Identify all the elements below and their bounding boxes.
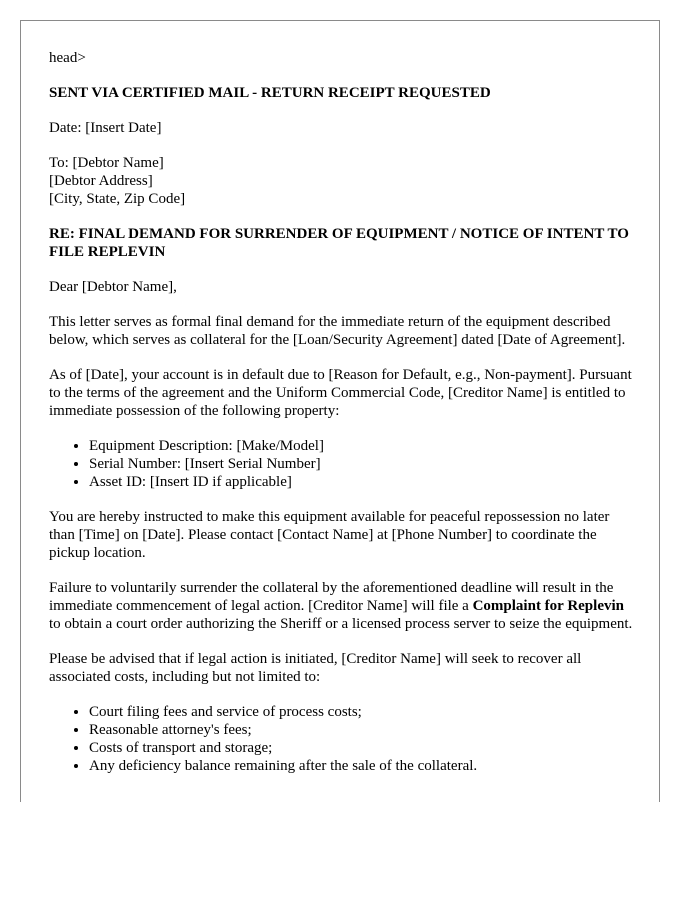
list-item: • Any deficiency balance remaining after the sale of the collateral. xyxy=(89,757,635,775)
paragraph-failure xyxy=(49,579,635,633)
list-item: • Costs of transport and storage; xyxy=(89,739,635,757)
list-item: • Equipment Description: [Make/Model] xyxy=(89,437,635,455)
equipment-list xyxy=(49,437,635,491)
paragraph-instruction: You are hereby instructed to make this equipment available for peaceful repossession no later than [Time] on [Date]. Please contact [Contact Name] at [Phone Number] to coordinate the pickup location. xyxy=(49,509,610,561)
paragraph-costs: Please be advised that if legal action is initiated, [Creditor Name] will seek to recover all associated costs, including but not limited to: xyxy=(49,651,582,685)
letter-body xyxy=(49,49,635,792)
stray-markup-text: head> xyxy=(49,50,86,66)
recipient-name: To: [Debtor Name] xyxy=(49,155,164,171)
failure-text-before: Failure to voluntarily surrender the collateral by the aforementioned deadline will result in the immediate commencement of legal action. [Creditor Name] will file a xyxy=(49,580,614,614)
date-line: Date: [Insert Date] xyxy=(49,120,162,136)
list-item: • Asset ID: [Insert ID if applicable] xyxy=(89,473,635,491)
list-item: • Court filing fees and service of process costs; xyxy=(89,703,635,721)
paragraph-intro: This letter serves as formal final demand for the immediate return of the equipment described below, which serves as collateral for the [Loan/Security Agreement] dated [Date of Agreement]. xyxy=(49,314,626,348)
letter-page xyxy=(20,20,660,802)
mail-notice: SENT VIA CERTIFIED MAIL - RETURN RECEIPT REQUESTED xyxy=(49,85,491,101)
failure-text-bold: Complaint for Replevin xyxy=(472,598,624,614)
recipient-city: [City, State, Zip Code] xyxy=(49,191,186,207)
recipient-block xyxy=(49,154,635,208)
subject-line: RE: FINAL DEMAND FOR SURRENDER OF EQUIPMENT / NOTICE OF INTENT TO FILE REPLEVIN xyxy=(49,226,629,260)
recipient-address: [Debtor Address] xyxy=(49,173,153,189)
list-item: • Serial Number: [Insert Serial Number] xyxy=(89,455,635,473)
paragraph-default: As of [Date], your account is in default due to [Reason for Default, e.g., Non-payment]. Pursuant to the terms of the agreement and the Uniform Commercial Code, [Creditor Name] is entitled to immediate possession of the following property: xyxy=(49,367,632,419)
list-item: • Reasonable attorney's fees; xyxy=(89,721,635,739)
failure-text-after: to obtain a court order authorizing the Sheriff or a licensed process server to seize the equipment. xyxy=(49,616,633,632)
cost-list xyxy=(49,703,635,775)
salutation: Dear [Debtor Name], xyxy=(49,279,177,295)
